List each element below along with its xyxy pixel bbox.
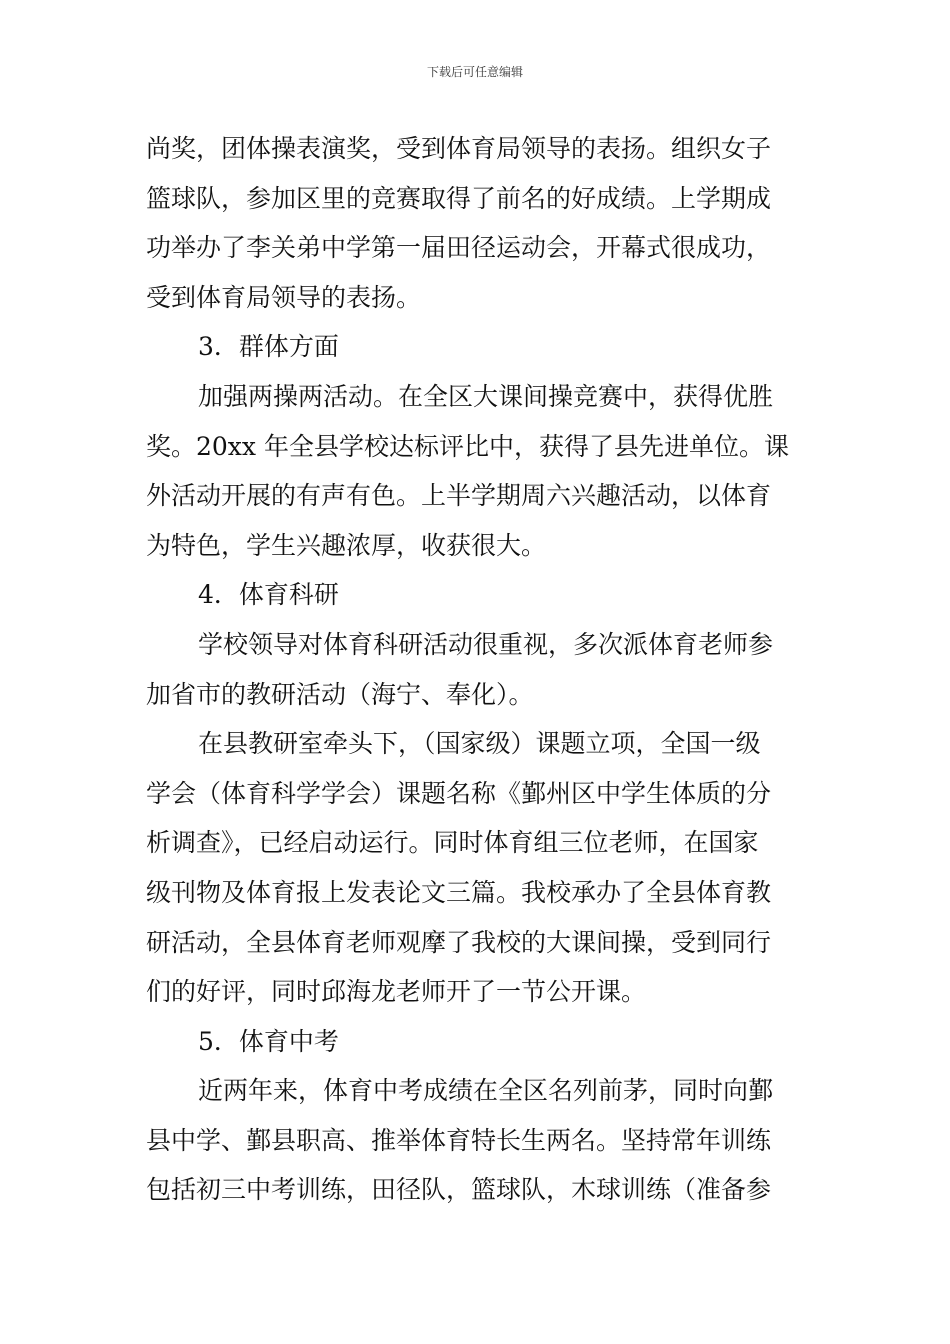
text-line: 功举办了李关弟中学第一届田径运动会，开幕式很成功， xyxy=(146,233,772,263)
text-line: 奖。20xx 年全县学校达标评比中，获得了县先进单位。课 xyxy=(146,431,789,461)
text-line: 们的好评，同时邱海龙老师开了一节公开课。 xyxy=(146,977,647,1007)
text-line: 在县教研室牵头下，（国家级）课题立项，全国一级 xyxy=(198,729,761,759)
text-line: 近两年来，体育中考成绩在全区名列前茅，同时向鄞 xyxy=(198,1076,774,1106)
text-line: 学校领导对体育科研活动很重视，多次派体育老师参 xyxy=(198,629,774,659)
text-line: 级刊物及体育报上发表论文三篇。我校承办了全县体育教 xyxy=(146,877,772,907)
text-line: 受到体育局领导的表扬。 xyxy=(146,282,422,312)
text-line: 为特色，学生兴趣浓厚，收获很大。 xyxy=(146,530,547,560)
document-body xyxy=(146,124,811,1215)
text-line: 研活动，全县体育老师观摩了我校的大课间操，受到同行 xyxy=(146,927,772,957)
text-line: 篮球队，参加区里的竞赛取得了前名的好成绩。上学期成 xyxy=(146,183,772,213)
text-line: 包括初三中考训练，田径队，篮球队，木球训练（准备参 xyxy=(146,1175,772,1205)
section-heading-5: 5．体育中考 xyxy=(198,1026,339,1056)
text-line: 析调查》，已经启动运行。同时体育组三位老师，在国家 xyxy=(146,828,759,858)
text-line: 外活动开展的有声有色。上半学期周六兴趣活动，以体育 xyxy=(146,481,772,511)
section-heading-4: 4．体育科研 xyxy=(198,580,339,610)
page-header: 下载后可任意编辑 xyxy=(426,65,523,79)
text-line: 县中学、鄞县职高、推举体育特长生两名。坚持常年训练 xyxy=(146,1125,772,1155)
text-line: 学会（体育科学学会）课题名称《鄞州区中学生体质的分 xyxy=(146,778,772,808)
section-heading-3: 3．群体方面 xyxy=(198,332,339,362)
text-line: 加省市的教研活动（海宁、奉化）。 xyxy=(146,679,534,709)
text-line: 加强两操两活动。在全区大课间操竞赛中，获得优胜 xyxy=(198,381,774,411)
text-line: 尚奖，团体操表演奖，受到体育局领导的表扬。组织女子 xyxy=(146,134,772,163)
